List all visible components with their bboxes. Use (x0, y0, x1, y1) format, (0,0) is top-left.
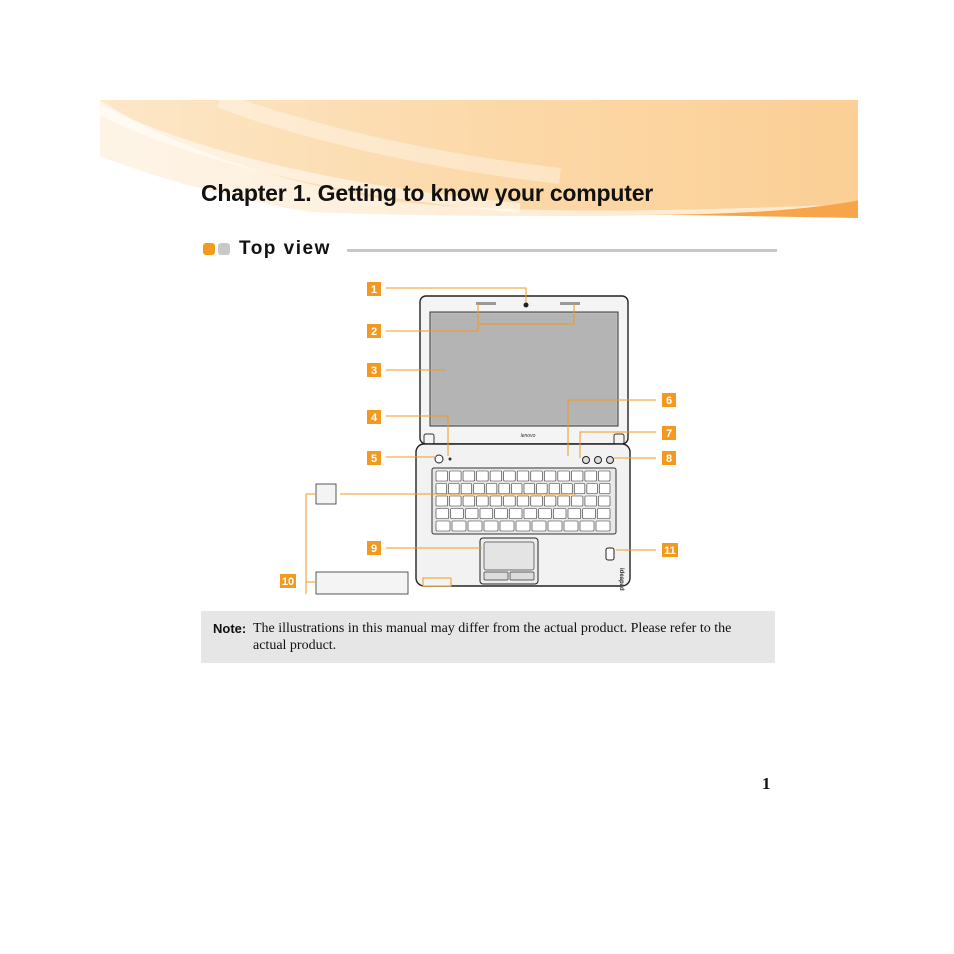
note-text: The illustrations in this manual may differ from the actual product. Please refer to the actual product. (253, 621, 732, 653)
key (490, 471, 502, 481)
key (517, 471, 529, 481)
svg-text:11: 11 (664, 545, 676, 557)
brand-logo: lenovo (520, 433, 536, 439)
key (511, 484, 522, 494)
key (500, 521, 514, 531)
svg-text:1: 1 (370, 284, 378, 296)
key (490, 496, 502, 506)
key (486, 484, 497, 494)
section-heading (201, 236, 777, 264)
fingerprint-reader-icon (606, 548, 614, 560)
key (436, 521, 450, 531)
key (599, 484, 610, 494)
key (465, 509, 478, 519)
key (571, 471, 583, 481)
key (452, 521, 466, 531)
key (558, 496, 570, 506)
key (450, 496, 462, 506)
section-divider (347, 249, 777, 252)
key (583, 509, 596, 519)
key (463, 471, 475, 481)
key (544, 496, 556, 506)
power-button-icon (435, 455, 443, 463)
key (480, 509, 493, 519)
note-label: Note: (213, 621, 247, 636)
key (517, 496, 529, 506)
key (509, 509, 522, 519)
callout-3 (367, 363, 381, 377)
svg-text:6: 6 (665, 395, 673, 407)
key (450, 471, 462, 481)
orange-bullet-icon (203, 243, 215, 255)
callout-4 (367, 410, 381, 424)
key (504, 471, 516, 481)
key (571, 496, 583, 506)
key (477, 496, 489, 506)
key (568, 509, 581, 519)
key (504, 496, 516, 506)
key (549, 484, 560, 494)
key (537, 484, 548, 494)
key (596, 521, 610, 531)
key (451, 509, 464, 519)
key (449, 484, 460, 494)
key (516, 521, 530, 531)
key (531, 471, 543, 481)
key (461, 484, 472, 494)
key (499, 484, 510, 494)
svg-text:3: 3 (370, 365, 378, 377)
key (580, 521, 594, 531)
page-number: 1 (762, 774, 771, 793)
callout-10 (280, 574, 296, 588)
touchpad-indicator-panel (316, 484, 336, 504)
key (544, 471, 556, 481)
chapter-title: Chapter 1. Getting to know your computer (201, 180, 654, 206)
key (553, 509, 566, 519)
key (562, 484, 573, 494)
key (436, 509, 449, 519)
key (598, 496, 610, 506)
key (495, 509, 508, 519)
key (548, 521, 562, 531)
callout-1 (367, 282, 381, 296)
callout-5 (367, 451, 381, 465)
key (585, 471, 597, 481)
key (524, 484, 535, 494)
svg-text:5: 5 (370, 453, 378, 465)
key (436, 471, 448, 481)
key (436, 496, 448, 506)
key (531, 496, 543, 506)
key (436, 484, 447, 494)
key (585, 496, 597, 506)
svg-text:10: 10 (281, 576, 295, 588)
key (574, 484, 585, 494)
key (539, 509, 552, 519)
svg-text:8: 8 (665, 453, 673, 465)
key (598, 471, 610, 481)
status-indicators-panel (316, 572, 408, 594)
onekey-button-icon (583, 457, 590, 464)
callout-11 (662, 543, 678, 557)
key (558, 471, 570, 481)
svg-text:9: 9 (370, 543, 378, 555)
laptop-top-view-illustration (270, 276, 690, 600)
camera-icon (524, 303, 529, 308)
key (463, 496, 475, 506)
key (587, 484, 598, 494)
gray-bullet-icon (218, 243, 230, 255)
callout-2 (367, 324, 381, 338)
key (532, 521, 546, 531)
key (484, 521, 498, 531)
key (474, 484, 485, 494)
key (524, 509, 537, 519)
key (468, 521, 482, 531)
key (564, 521, 578, 531)
svg-text:2: 2 (370, 326, 378, 338)
callout-9 (367, 541, 381, 555)
svg-text:7: 7 (665, 428, 673, 440)
note-box (201, 611, 775, 663)
callout-7 (662, 426, 676, 440)
key (597, 509, 610, 519)
key (477, 471, 489, 481)
svg-text:4: 4 (370, 412, 378, 424)
section-title: Top view (239, 238, 331, 259)
callout-6 (662, 393, 676, 407)
callout-8 (662, 451, 676, 465)
side-brand: ideapad (618, 568, 624, 591)
